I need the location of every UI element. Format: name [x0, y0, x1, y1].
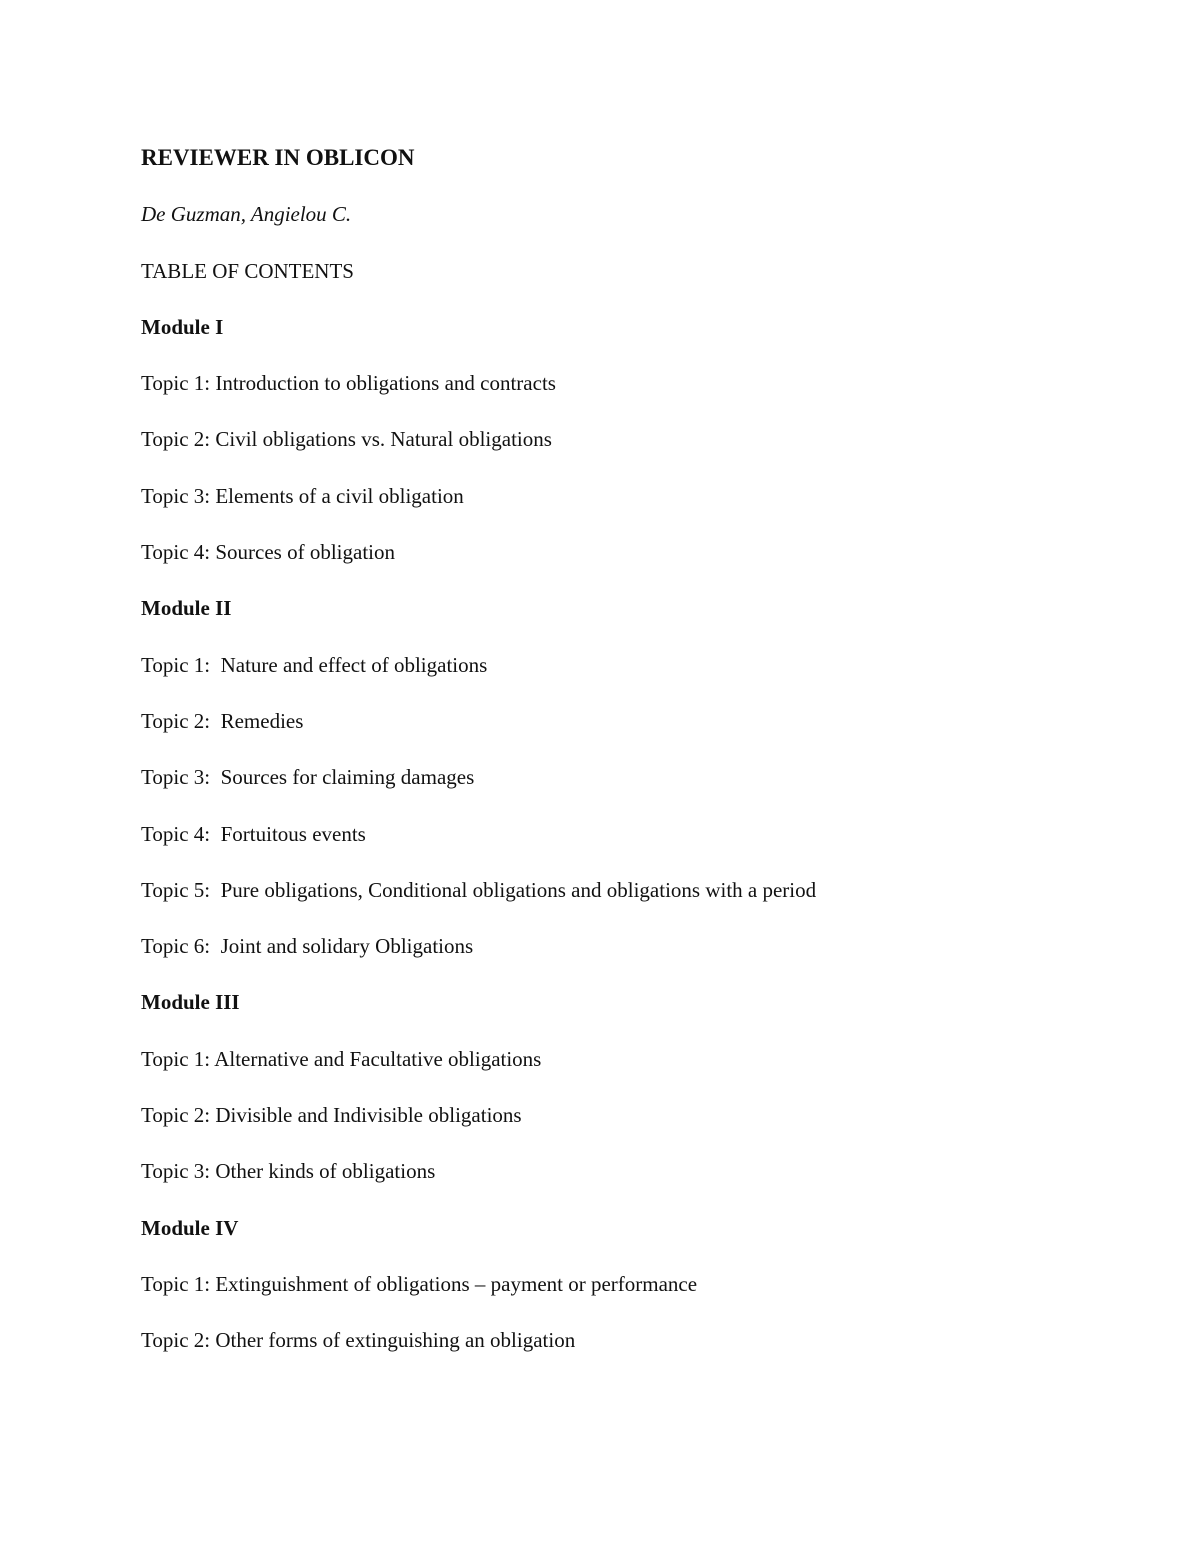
module-section-3 — [141, 984, 1101, 1209]
toc-heading: TABLE OF CONTENTS — [141, 258, 354, 283]
module-heading: Module II — [141, 596, 232, 621]
topic-list — [141, 365, 1101, 590]
document-title: REVIEWER IN OBLICON — [141, 145, 415, 170]
topic-item: Topic 1: Alternative and Facultative obligations — [141, 1046, 542, 1071]
topic-list — [141, 1266, 1101, 1379]
topic-item: Topic 4: Fortuitous events — [141, 821, 366, 846]
module-heading: Module I — [141, 314, 224, 339]
topic-list — [141, 647, 1101, 985]
topic-item: Topic 2: Divisible and Indivisible obligations — [141, 1103, 522, 1128]
module-heading: Module III — [141, 990, 240, 1015]
module-section-4 — [141, 1210, 1101, 1379]
document-content — [141, 140, 1101, 1379]
topic-item: Topic 2: Other forms of extinguishing an obligation — [141, 1328, 576, 1353]
module-section-2 — [141, 590, 1101, 984]
module-section-1 — [141, 309, 1101, 590]
topic-item: Topic 1: Extinguishment of obligations – payment or performance — [141, 1271, 698, 1296]
topic-item: Topic 2: Civil obligations vs. Natural obligations — [141, 427, 552, 452]
topic-list — [141, 1041, 1101, 1210]
topic-item: Topic 6: Joint and solidary Obligations — [141, 934, 474, 959]
topic-item: Topic 4: Sources of obligation — [141, 540, 395, 565]
topic-item: Topic 5: Pure obligations, Conditional obligations and obligations with a period — [141, 877, 817, 902]
topic-item: Topic 2: Remedies — [141, 708, 304, 733]
topic-item: Topic 3: Other kinds of obligations — [141, 1159, 436, 1184]
topic-item: Topic 3: Elements of a civil obligation — [141, 483, 464, 508]
topic-item: Topic 1: Nature and effect of obligations — [141, 652, 488, 677]
module-heading: Module IV — [141, 1215, 239, 1240]
topic-item: Topic 1: Introduction to obligations and contracts — [141, 371, 556, 396]
author-name: De Guzman, Angielou C. — [141, 202, 352, 227]
topic-item: Topic 3: Sources for claiming damages — [141, 765, 475, 790]
